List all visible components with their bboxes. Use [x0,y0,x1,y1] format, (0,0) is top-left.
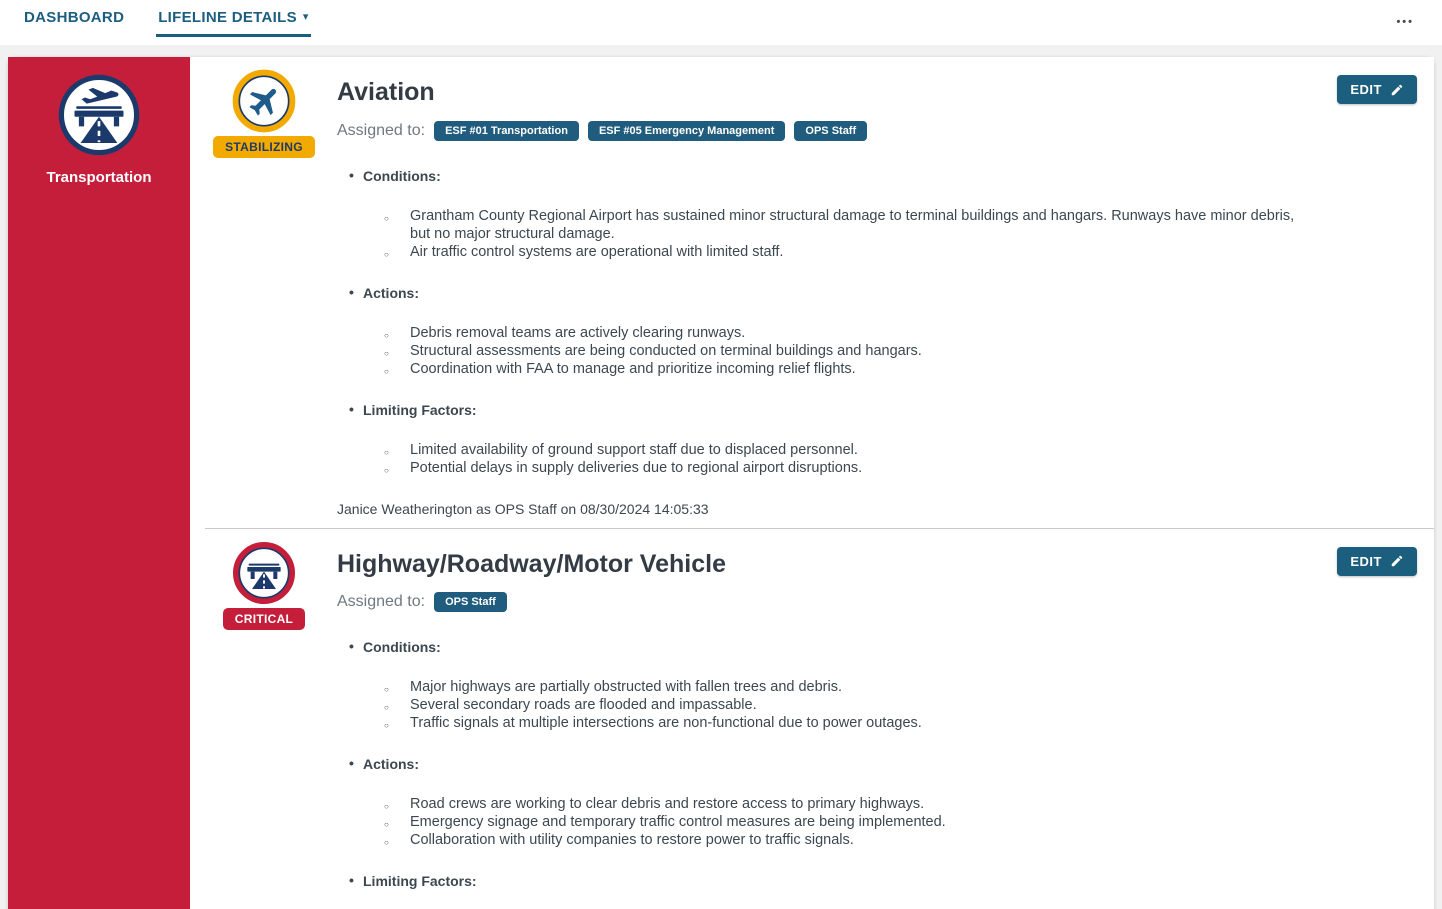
list-item: ○ Potential delays in supply deliveries due to regional airport disruptions. [337,459,1304,477]
sidebar-lifeline-transportation[interactable] [8,57,190,909]
list-item: ○ Coordination with FAA to manage and prioritize incoming relief flights. [337,360,1304,378]
list-item: ○ Collaboration with utility companies to restore power to traffic signals. [337,831,1304,849]
tab-dashboard-label: DASHBOARD [24,9,125,26]
pencil-icon [1390,83,1404,97]
group-label: • Actions: [337,285,1304,301]
list-item: ○ Debris removal teams are actively clearing runways. [337,324,1304,342]
assigned-to-label: Assigned to: [337,121,426,139]
tab-lifeline-details[interactable] [156,7,311,37]
list-item: ○ Major highways are partially obstructed with fallen trees and debris. [337,678,1304,696]
group-label: • Limiting Factors: [337,402,1304,418]
assigned-to-label: Assigned to: [337,593,426,610]
group-label: • Actions: [337,756,1304,772]
group-limiting-factors [337,402,1304,477]
group-label: • Conditions: [337,168,1304,184]
status-badge: CRITICAL [223,608,305,630]
highway-status-column [208,541,320,630]
group-conditions [337,168,1304,261]
assigned-row [337,592,1304,612]
detail-groups [337,168,1304,477]
list-item: ○ Grantham County Regional Airport has sustained minor structural damage to terminal buildings and hangars. Runways have minor debris, but no major structural damage. [337,207,1304,243]
aviation-status-column [208,69,320,158]
transportation-icon [57,73,141,157]
group-actions [337,285,1304,378]
list-item: ○ Several secondary roads are flooded and impassable. [337,696,1304,714]
edit-button-label: EDIT [1350,82,1382,97]
list-item: ○ Limited availability of ground support staff due to displaced personnel. [337,441,1304,459]
assignee-badge[interactable]: ESF #05 Emergency Management [588,121,785,141]
chevron-down-icon: ▾ [302,11,309,23]
overflow-menu-icon[interactable]: ••• [1396,16,1414,28]
list-item: ○ Emergency signage and temporary traffic control measures are being implemented. [337,813,1304,831]
lifeline-content [190,57,1434,909]
list-item: ○ Traffic signals at multiple intersections are non-functional due to power outages. [337,714,1304,732]
group-actions [337,756,1304,849]
lifeline-details-card [8,57,1434,909]
detail-groups [337,639,1304,889]
page-title-highway: Highway/Roadway/Motor Vehicle [337,549,726,578]
attribution-line: Janice Weatherington as OPS Staff on 08/30/2024 14:05:33 [337,500,709,517]
section-highway [190,529,1434,890]
pencil-icon [1390,554,1404,568]
highway-icon [232,541,296,605]
section-aviation [190,57,1434,517]
list-item: ○ Structural assessments are being conducted on terminal buildings and hangars. [337,342,1304,360]
tab-dashboard[interactable] [22,7,126,37]
page-title-aviation: Aviation [337,78,435,106]
group-limiting-factors [337,873,1304,889]
tab-lifeline-details-label: LIFELINE DETAILS [158,9,297,26]
group-conditions [337,639,1304,732]
assignee-badge[interactable]: ESF #01 Transportation [434,121,579,141]
edit-button-highway[interactable] [1337,547,1417,576]
edit-button-label: EDIT [1350,553,1382,569]
assignee-badge[interactable]: OPS Staff [434,592,507,612]
lifeline-label: Transportation [46,169,152,186]
assignee-badge[interactable]: OPS Staff [794,121,867,141]
assigned-row [337,121,1304,141]
list-item: ○ Air traffic control systems are operational with limited staff. [337,243,1304,261]
group-label: • Limiting Factors: [337,873,1304,889]
list-item: ○ Road crews are working to clear debris and restore access to primary highways. [337,795,1304,813]
edit-button-aviation[interactable] [1337,75,1417,104]
status-badge: STABILIZING [213,136,315,158]
top-navigation [0,0,1442,45]
group-label: • Conditions: [337,639,1304,655]
aviation-icon [232,69,296,133]
